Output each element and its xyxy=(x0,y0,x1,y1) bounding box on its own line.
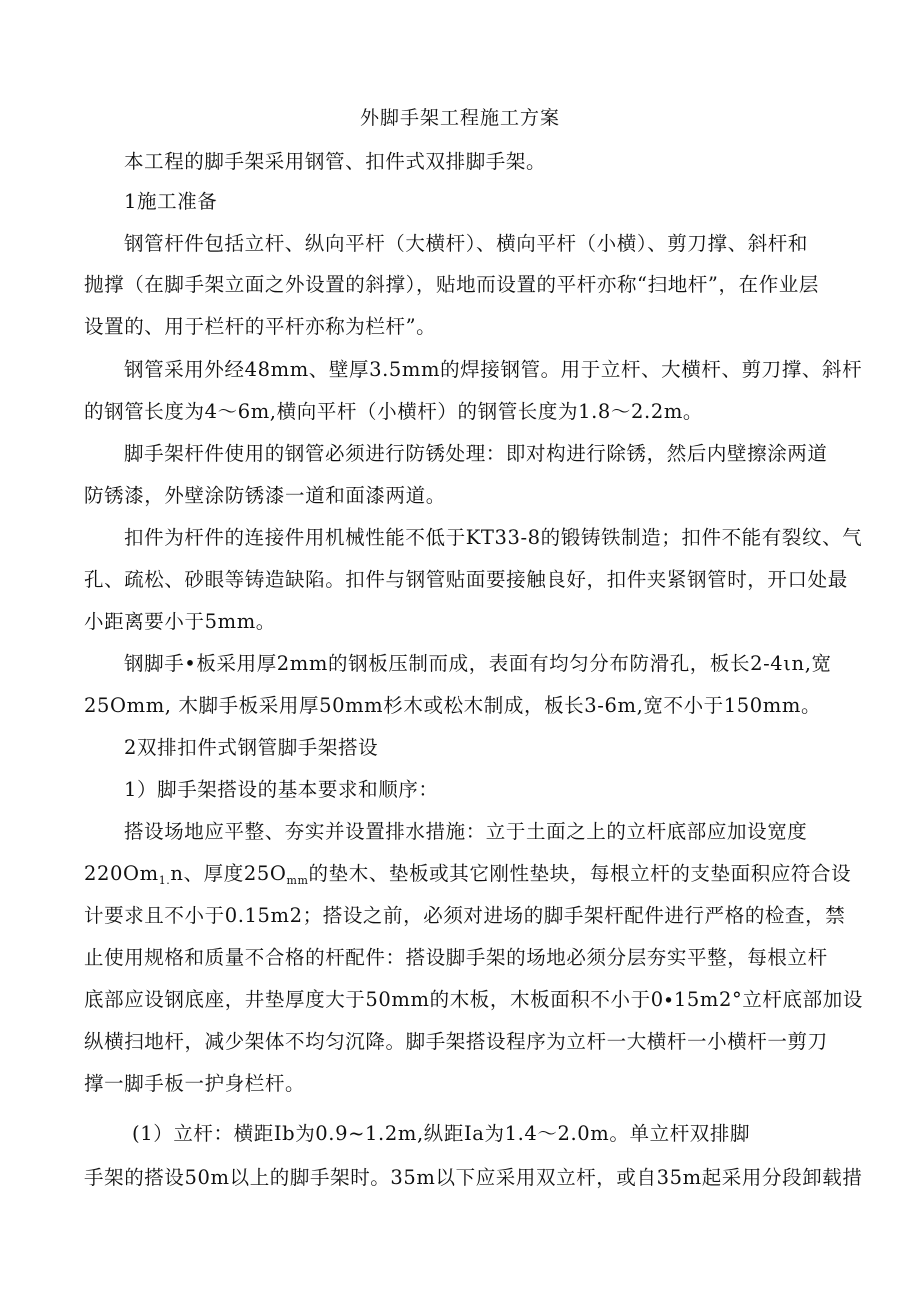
text-fragment: 的垫木、垫板或其它刚性垫块，每根立杆的支垫面积应符合设 xyxy=(308,862,852,885)
paragraph-line: 扣件为杆件的连接件用机械性能不低于KT33-8的锻铸铁制造；扣件不能有裂纹、气 xyxy=(124,526,863,549)
paragraph-line: 纵横扫地杆，减少架体不均匀沉降。脚手架搭设程序为立杆一大横杆一小横杆一剪刀 xyxy=(84,1030,828,1053)
paragraph-line-with-subscripts xyxy=(84,860,851,895)
paragraph-line: 25Omm, 木脚手板采用厚50mm杉木或松木制成，板长3-6m,宽不小于150mm。 xyxy=(84,694,822,717)
paragraph-line: 抛撑（在脚手架立面之外设置的斜撑），贴地而设置的平杆亦称“扫地杆”，在作业层 xyxy=(84,273,819,296)
paragraph-line: 钢管杆件包括立杆、纵向平杆（大横杆）、横向平杆（小横）、剪刀撑、斜杆和 xyxy=(124,232,809,255)
paragraph-line: 设置的、用于栏杆的平杆亦称为栏杆”。 xyxy=(84,315,437,338)
paragraph-line: 手架的搭设50m以上的脚手架时。35m以下应采用双立杆，或自35m起采用分段卸载措 xyxy=(84,1166,863,1189)
section-heading-erection: 2双排扣件式钢管脚手架搭设 xyxy=(124,736,379,759)
paragraph-line: (1）立杆：横距Ib为0.9~1.2m,纵距Ia为1.4〜2.0m。单立杆双排脚 xyxy=(132,1122,751,1145)
subscript-fragment: mm xyxy=(286,874,309,887)
paragraph-line: 钢脚手•板采用厚2mm的钢板压制而成，表面有均匀分布防滑孔，板长2-4ιn,宽 xyxy=(124,652,832,675)
paragraph-line: 脚手架杆件使用的钢管必须进行防锈处理：即对构进行除锈，然后内壁擦涂两道 xyxy=(124,442,828,465)
paragraph-intro: 本工程的脚手架采用钢管、扣件式双排脚手架。 xyxy=(124,150,547,173)
paragraph-line: 小距离要小于5mm。 xyxy=(84,610,276,633)
paragraph-line: 计要求且不小于0.15m2；搭设之前，必须对进场的脚手架杆配件进行严格的检查，禁 xyxy=(84,904,846,927)
paragraph-line: 钢管采用外经48mm、壁厚3.5mm的焊接钢管。用于立杆、大横杆、剪刀撑、斜杆 xyxy=(124,358,863,381)
paragraph-line: 底部应设钢底座，井垫厚度大于50mm的木板，木板面积不小于0∙15m2°立杆底部加设 xyxy=(84,988,863,1011)
section-heading-preparation: 1施工准备 xyxy=(124,190,218,213)
text-fragment: n、厚度25O xyxy=(170,862,287,885)
paragraph-line: 止使用规格和质量不合格的杆配件：搭设脚手架的场地必须分层夯实平整，每根立杆 xyxy=(84,946,828,969)
text-fragment: 220Om xyxy=(84,862,159,885)
document-title: 外脚手架工程施工方案 xyxy=(359,107,560,129)
subsection-heading: 1）脚手架搭设的基本要求和顺序： xyxy=(124,778,439,801)
paragraph-line: 孔、疏松、砂眼等铸造缺陷。扣件与钢管贴面要接触良好，扣件夹紧钢管时，开口处最 xyxy=(84,568,848,591)
paragraph-line: 的钢管长度为4〜6m,横向平杆（小横杆）的钢管长度为1.8〜2.2m。 xyxy=(84,400,704,423)
paragraph-line: 撑一脚手板一护身栏杆。 xyxy=(84,1072,306,1095)
paragraph-line: 搭设场地应平整、夯实并设置排水措施：立于土面之上的立杆底部应加设宽度 xyxy=(124,820,808,843)
subscript-fragment: 1. xyxy=(158,874,171,887)
paragraph-line: 防锈漆，外壁涂防锈漆一道和面漆两道。 xyxy=(84,484,446,507)
